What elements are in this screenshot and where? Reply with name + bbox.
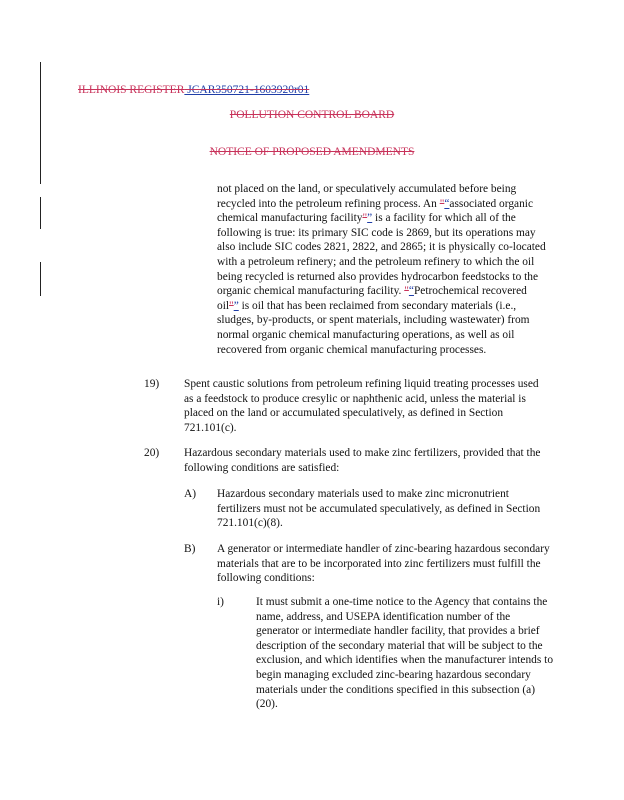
item-number: 19): [144, 378, 160, 390]
subsubitem-text: It must submit a one-time notice to the Agency that contains the name, address, and USEPA identification number of the generator or intermediate handler facility, that provides a brief description of the secondary material that will be subject to the exclusion, and which identifies when the manufacturer intends to begin managing excluded zinc-bearing hazardous secondary materials under the conditions specified in this subsection (a)(20).: [256, 596, 554, 711]
notice-title-text: NOTICE OF PROPOSED AMENDMENTS: [209, 146, 415, 158]
change-bar: [40, 197, 41, 229]
item-text: Hazardous secondary materials used to make zinc fertilizers, provided that the following conditions are satisfied:: [184, 447, 541, 474]
continuation-paragraph: [217, 182, 549, 357]
notice-title: [0, 146, 624, 158]
inserted-quote: “: [408, 285, 414, 298]
deleted-quote: ": [439, 197, 445, 210]
subitem-number: A): [184, 488, 197, 500]
text-run: associated organic chemical manufacturing facility: [217, 197, 534, 225]
item-text: Spent caustic solutions from petroleum refining liquid treating processes used as a feedstock to produce cresylic or naphthenic acid, unless the material is placed on the land or accumulated speculatively, as defined in Section 721.101(c).: [184, 378, 539, 434]
subsubitem-number: i): [217, 596, 224, 608]
board-title-text: POLLUTION CONTROL BOARD: [229, 109, 395, 121]
text-run: not placed on the land, or speculatively accumulated before being recycled into the petroleum refining process. An: [217, 183, 517, 210]
change-bar: [40, 262, 41, 296]
inserted-quote: “: [444, 197, 450, 210]
deleted-quote: ": [404, 285, 409, 298]
board-title: [0, 109, 624, 121]
register-header: [78, 84, 309, 96]
subitem-text: A generator or intermediate handler of zinc-bearing hazardous secondary materials that are to be incorporated into zinc fertilizers must fulfill the following conditions:: [217, 543, 550, 585]
change-bar: [40, 62, 41, 184]
text-run: Petrochemical recovered oil: [217, 285, 527, 312]
deleted-quote: ": [229, 299, 234, 312]
subitem-text: Hazardous secondary materials used to make zinc micronutrient fertilizers must not be accumulated speculatively, as defined in Section 721.101(c)(8).: [217, 488, 541, 530]
subitem-number: B): [184, 543, 196, 555]
inserted-quote: ”: [367, 212, 373, 225]
item-number: 20): [144, 447, 160, 459]
inserted-quote: ”: [233, 299, 239, 312]
register-inserted: JCAR350721-1603920r01: [184, 84, 310, 96]
register-struck: ILLINOIS REGISTER: [78, 84, 185, 96]
deleted-quote: ": [362, 212, 368, 225]
text-run: is a facility for which all of the following is true: its primary SIC code is 2869, but its operations may also include SIC codes 2821, 2822, and 2865; it is physically co-located with a petroleum refinery; and the petroleum refinery to which the oil being recycled is returned also provides hydrocarbon feedstocks to the organic chemical manufacturing facility.: [217, 212, 546, 298]
text-run: is oil that has been reclaimed from secondary materials (i.e., sludges, by-products, or spent materials, including wastewater) from normal organic chemical manufacturing operations, as well as oil recovered from organic chemical manufacturing processes.: [217, 299, 530, 356]
